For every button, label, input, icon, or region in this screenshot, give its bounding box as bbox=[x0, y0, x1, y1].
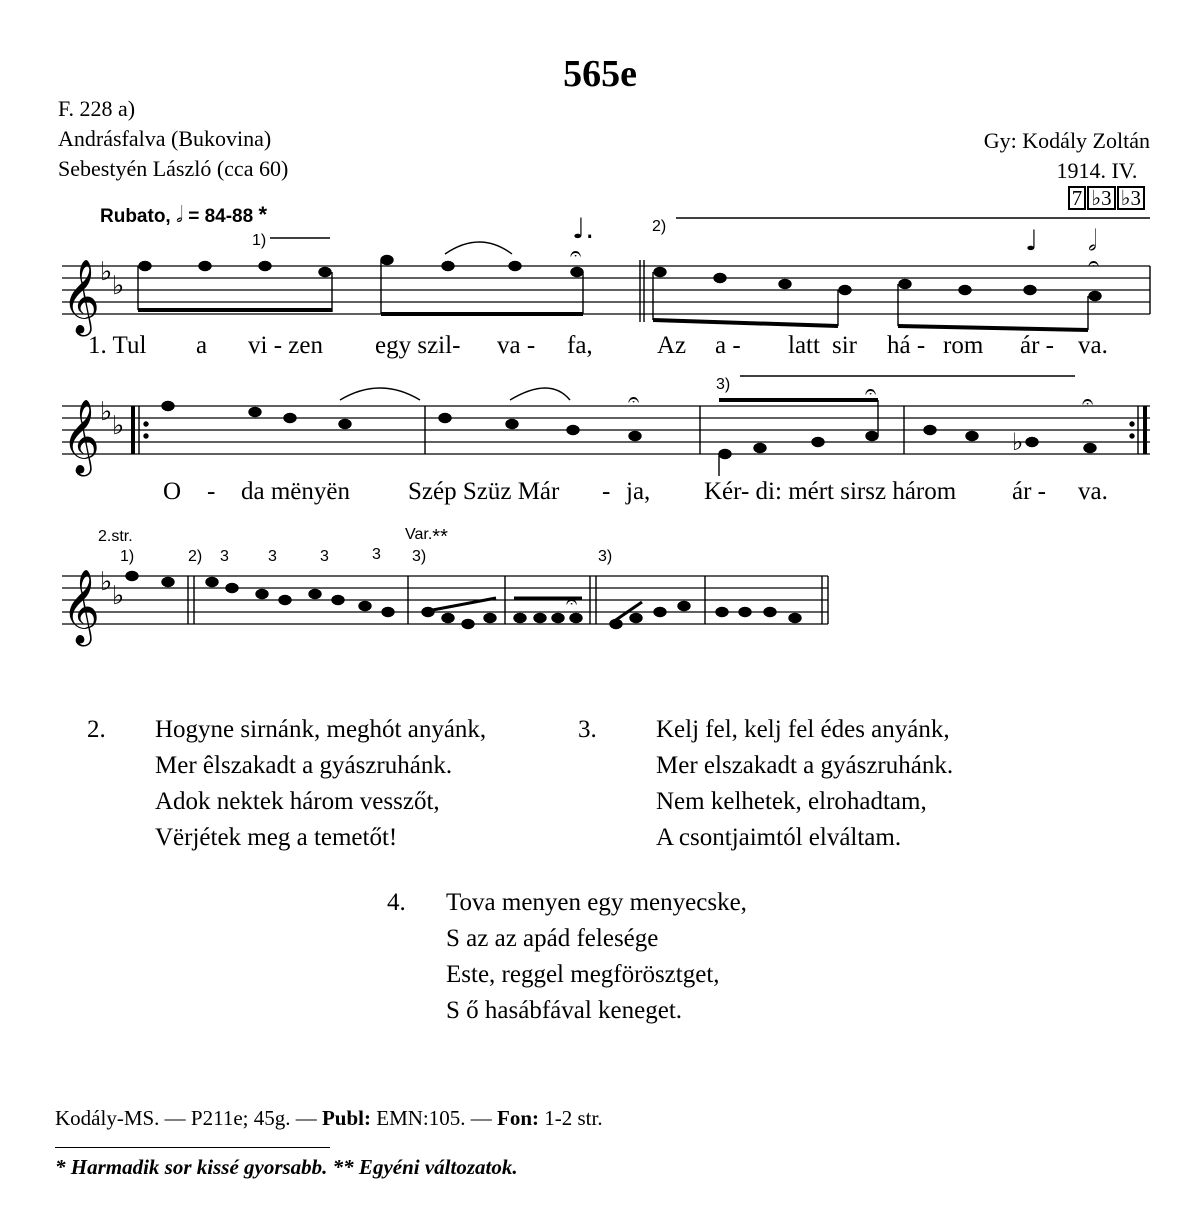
mark-1: 1) bbox=[252, 232, 267, 249]
tempo-footnote-mark: * bbox=[258, 202, 268, 227]
lyric-syllable: Szép Szüz Már bbox=[408, 478, 560, 505]
lyric-syllable: ja, bbox=[626, 478, 651, 505]
lyric-syllable: da mënyën bbox=[241, 478, 350, 505]
triplet-mark: 3 bbox=[220, 548, 229, 565]
lyric-syllable: va. bbox=[1078, 478, 1108, 505]
verse-line: S az az apád felesége bbox=[446, 925, 659, 952]
lyric-syllable: vi - zen bbox=[248, 332, 323, 359]
verse-line: Mer êlszakadt a gyászruhánk. bbox=[155, 752, 453, 779]
verse-4 bbox=[446, 885, 747, 1029]
treble-clef-icon: 𝄞 bbox=[62, 260, 100, 334]
tempo-marking bbox=[100, 202, 267, 228]
page-title: 565e bbox=[563, 53, 637, 95]
lyric-syllable: ár - bbox=[1020, 332, 1054, 359]
fermata-icon: 𝄐 bbox=[628, 387, 640, 411]
verse-line: A csontjaimtól elváltam. bbox=[656, 824, 902, 851]
cadence-2: ♭3 bbox=[1087, 186, 1115, 210]
mark-3: 3) bbox=[716, 376, 731, 393]
verse-number: 3. bbox=[578, 716, 597, 743]
lyric-syllable: - bbox=[602, 478, 611, 505]
half-note-icon: 𝅗𝅥 bbox=[176, 202, 183, 227]
source-singer: Sebestyén László (cca 60) bbox=[58, 156, 289, 181]
lyric-syllable: rom bbox=[943, 332, 984, 359]
fermata-icon: 𝄐 bbox=[570, 241, 582, 265]
dotted-quarter-note-icon: ♩. bbox=[572, 212, 595, 245]
lyric-syllable: a - bbox=[715, 332, 741, 359]
source-info bbox=[58, 94, 288, 184]
lyric-syllable: va. bbox=[1078, 332, 1108, 359]
lyric-syllable: a bbox=[196, 332, 208, 359]
footer-ms: Kodály-MS. — P211e; 45g. — bbox=[55, 1106, 317, 1130]
lyric-syllable: O bbox=[163, 478, 182, 505]
verse-line: Tova menyen egy menyecske, bbox=[446, 889, 747, 916]
fermata-icon: 𝄐 bbox=[566, 589, 578, 613]
lyric-syllable: egy szil- bbox=[375, 332, 461, 359]
lyric-syllable: va - bbox=[497, 332, 536, 359]
triplet-mark: 3 bbox=[268, 548, 277, 565]
verse-line: Adok nektek három vesszőt, bbox=[155, 788, 440, 815]
lyric-syllable: sir bbox=[832, 332, 857, 359]
tempo-value: = 84-88 bbox=[188, 206, 254, 227]
lyric-syllable: há - bbox=[887, 332, 926, 359]
footer-fon-label: Fon: bbox=[497, 1106, 539, 1130]
collector-date: 1914. IV. bbox=[1056, 158, 1138, 183]
flat-icon: ♭ bbox=[100, 397, 113, 427]
source-ref: F. 228 a) bbox=[58, 96, 136, 121]
mark-2-var: 2) bbox=[188, 548, 203, 565]
verse-line: S ő hasábfával keneget. bbox=[446, 997, 683, 1024]
flat-icon: ♭ bbox=[1012, 428, 1024, 456]
lyric-syllable: Kér- di: mért sirsz három bbox=[704, 478, 957, 505]
verse-number: 4. bbox=[387, 889, 406, 916]
verse-2 bbox=[155, 712, 486, 856]
lyric-syllable: Az bbox=[657, 332, 687, 359]
mark-3-var: 3) bbox=[598, 548, 613, 565]
cadence-3: ♭3 bbox=[1117, 186, 1145, 210]
treble-clef-icon: 𝄞 bbox=[62, 400, 100, 474]
lyric-syllable: - bbox=[207, 478, 216, 505]
cadence-signature bbox=[1068, 186, 1145, 210]
flat-icon: ♭ bbox=[100, 567, 113, 597]
fermata-icon: 𝄐 bbox=[1082, 389, 1094, 413]
lyric-syllable: fa, bbox=[567, 332, 593, 359]
str2-label: 2.str. bbox=[98, 528, 133, 545]
mark-2: 2) bbox=[652, 218, 667, 235]
lyrics-line-1 bbox=[0, 332, 1200, 366]
verse-line: Mer elszakadt a gyászruhánk. bbox=[656, 752, 954, 779]
staff-lines bbox=[62, 266, 1150, 314]
fermata-icon: 𝄐 bbox=[865, 379, 877, 403]
footnote: * Harmadik sor kissé gyorsabb. ** Egyéni változatok. bbox=[55, 1155, 518, 1179]
collector-info bbox=[984, 126, 1150, 186]
verse-number: 2. bbox=[87, 716, 106, 743]
lyrics-line-2 bbox=[0, 478, 1200, 512]
verse-line: Nem kelhetek, elrohadtam, bbox=[656, 788, 927, 815]
triplet-mark: 3 bbox=[372, 546, 381, 563]
flat-icon: ♭ bbox=[112, 271, 125, 301]
verse-line: Hogyne sirnánk, meghót anyánk, bbox=[155, 716, 487, 743]
collector-name: Gy: Kodály Zoltán bbox=[983, 128, 1150, 153]
verse-line: Kelj fel, kelj fel édes anyánk, bbox=[656, 716, 950, 743]
fermata-icon: 𝄐 bbox=[1088, 251, 1100, 275]
verse-line: Vërjétek meg a temetőt! bbox=[155, 824, 398, 851]
footer-fon: 1-2 str. bbox=[544, 1106, 603, 1130]
source-place: Andrásfalva (Bukovina) bbox=[58, 126, 272, 151]
notes bbox=[138, 256, 1101, 331]
verse-3 bbox=[656, 712, 953, 856]
half-note-icon: 𝅗𝅥 bbox=[1088, 224, 1097, 257]
flat-icon: ♭ bbox=[100, 257, 113, 287]
mark-3-var: 3) bbox=[412, 548, 427, 565]
quarter-note-icon: ♩ bbox=[1025, 224, 1039, 257]
lyric-syllable: latt bbox=[788, 332, 820, 359]
treble-clef-icon: 𝄞 bbox=[62, 570, 100, 644]
tempo-label: Rubato, bbox=[100, 206, 171, 227]
footer-publ-label: Publ: bbox=[321, 1106, 371, 1130]
lyric-syllable: 1. Tul bbox=[88, 332, 147, 359]
footnote-divider bbox=[55, 1147, 330, 1148]
flat-icon: ♭ bbox=[112, 411, 125, 441]
staff-line-2 bbox=[0, 370, 1200, 480]
verse-line: Este, reggel megförösztget, bbox=[446, 961, 720, 988]
triplet-mark: 3 bbox=[320, 548, 329, 565]
var-label: Var.** bbox=[405, 526, 448, 548]
source-footer bbox=[55, 1106, 603, 1131]
mark-1-var: 1) bbox=[120, 548, 135, 565]
cadence-1: 7 bbox=[1068, 186, 1087, 210]
flat-icon: ♭ bbox=[112, 581, 125, 611]
lyric-syllable: ár - bbox=[1012, 478, 1046, 505]
footer-publ: EMN:105. — bbox=[376, 1106, 492, 1130]
